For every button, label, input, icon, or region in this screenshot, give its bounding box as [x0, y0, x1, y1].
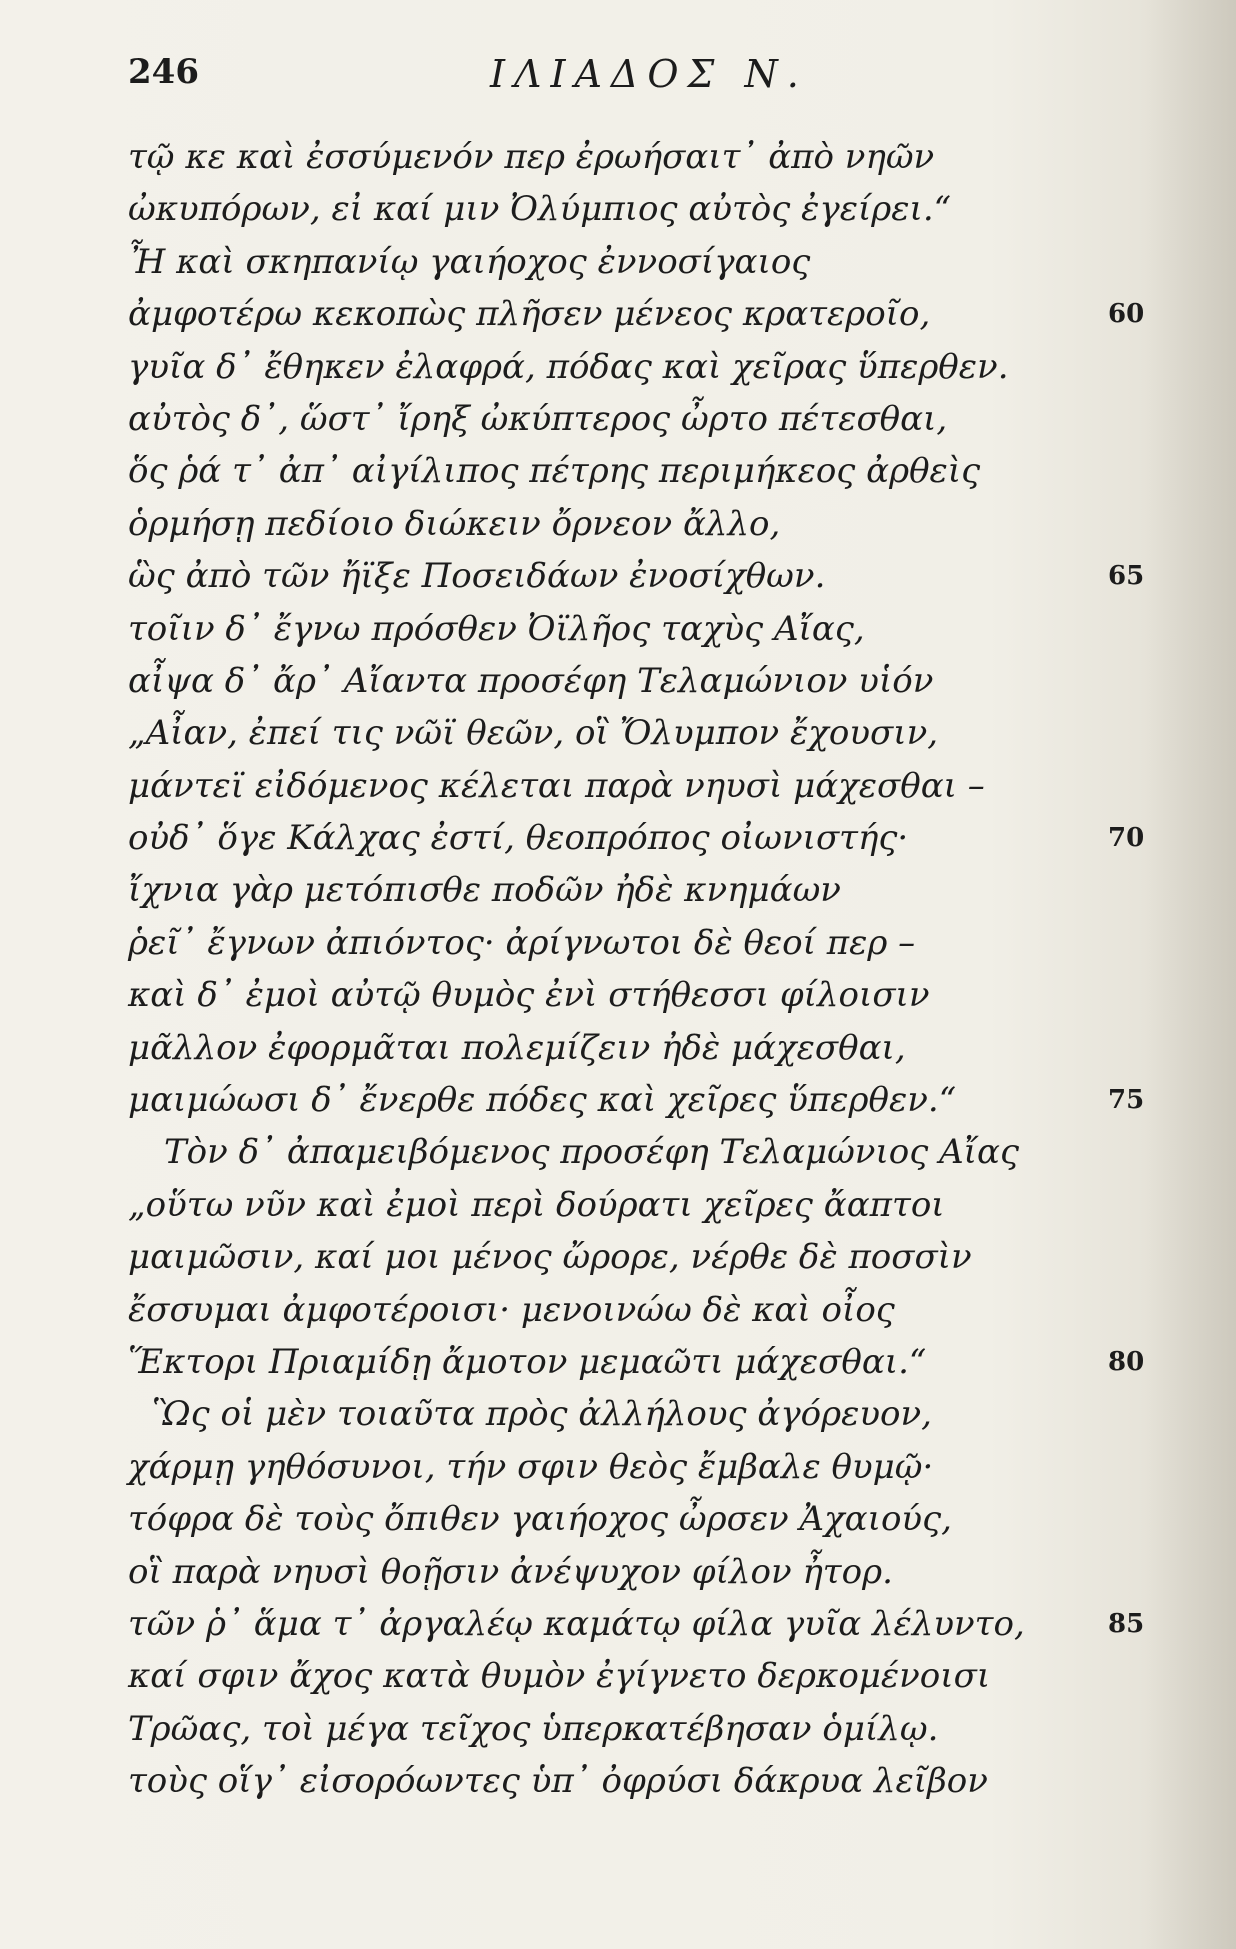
verse-text: γυῖα δ᾽ ἔθηκεν ἐλαφρά, πόδας καὶ χεῖρας ὕπερθεν.: [128, 346, 1009, 387]
verse-line: [128, 341, 1128, 393]
verse-text: αἶψα δ᾽ ἄρ᾽ Αἴαντα προσέφη Τελαμώνιον υἱόν: [128, 660, 934, 701]
verse-block: [128, 131, 1145, 1808]
verse-line: [128, 1074, 1145, 1126]
verse-text: ἴχνια γὰρ μετόπισθε ποδῶν ἠδὲ κνημάων: [128, 870, 841, 911]
verse-line: [128, 445, 1128, 497]
verse-text: ὣς ἀπὸ τῶν ἤϊξε Ποσειδάων ἐνοσίχθων.: [128, 556, 826, 597]
verse-line: [128, 550, 1145, 602]
line-number: 80: [1108, 1346, 1145, 1377]
verse-text: Ἦ καὶ σκηπανίῳ γαιήοχος ἐννοσίγαιος: [128, 241, 811, 282]
verse-line: [128, 864, 1128, 916]
verse-text: οἳ παρὰ νηυσὶ θοῇσιν ἀνέψυχον φίλον ἦτορ.: [128, 1551, 893, 1592]
page-header: [128, 52, 1028, 112]
verse-text: ἀμφοτέρω κεκοπὼς πλῆσεν μένεος κρατεροῖο,: [128, 294, 931, 335]
verse-line: [128, 1284, 1128, 1336]
verse-line: [128, 1231, 1128, 1283]
line-number: 75: [1108, 1085, 1145, 1116]
page-gutter-shadow: [1146, 0, 1236, 1949]
verse-text: μαιμώωσι δ᾽ ἔνερθε πόδες καὶ χεῖρες ὕπερθεν.“: [128, 1080, 957, 1121]
verse-line: [128, 183, 1128, 235]
verse-line: [128, 1546, 1128, 1598]
verse-line: [128, 812, 1145, 864]
verse-text: Τὸν δ᾽ ἀπαμειβόμενος προσέφη Τελαμώνιος Αἴας: [164, 1132, 1019, 1173]
verse-line: [128, 1493, 1128, 1545]
verse-text: „οὕτω νῦν καὶ ἐμοὶ περὶ δούρατι χεῖρες ἄαπτοι: [128, 1184, 945, 1225]
page-number: 246: [128, 52, 199, 92]
verse-line: [128, 707, 1128, 759]
verse-text: αὐτὸς δ᾽, ὥστ᾽ ἴρηξ ὠκύπτερος ὦρτο πέτεσθαι,: [128, 398, 948, 439]
verse-text: ὁρμήσῃ πεδίοιο διώκειν ὄρνεον ἄλλο,: [128, 503, 781, 544]
verse-text: τῶν ῥ᾽ ἅμα τ᾽ ἀργαλέῳ καμάτῳ φίλα γυῖα λέλυντο,: [128, 1603, 1025, 1644]
verse-text: τοῖιν δ᾽ ἔγνω πρόσθεν Ὀϊλῆος ταχὺς Αἴας,: [128, 608, 865, 649]
verse-text: Τρῶας, τοὶ μέγα τεῖχος ὑπερκατέβησαν ὁμίλῳ.: [128, 1708, 939, 1749]
verse-line: [128, 1755, 1128, 1807]
verse-line: [128, 1336, 1145, 1388]
verse-text: τῷ κε καὶ ἐσσύμενόν περ ἐρωήσαιτ᾽ ἀπὸ νηῶν: [128, 137, 935, 177]
verse-line: [128, 1388, 1128, 1440]
verse-line: [128, 760, 1128, 812]
verse-text: καὶ δ᾽ ἐμοὶ αὐτῷ θυμὸς ἐνὶ στήθεσσι φίλοισιν: [128, 975, 930, 1016]
verse-text: Ἕκτορι Πριαμίδῃ ἄμοτον μεμαῶτι μάχεσθαι.“: [128, 1341, 927, 1382]
verse-text: ῥεῖ᾽ ἔγνων ἀπιόντος· ἀρίγνωτοι δὲ θεοί περ –: [128, 922, 916, 963]
verse-text: μαιμῶσιν, καί μοι μένος ὤρορε, νέρθε δὲ ποσσὶν: [128, 1237, 972, 1278]
running-title: ΙΛΙΑΔΟΣ Ν.: [490, 52, 808, 96]
verse-text: ὠκυπόρων, εἰ καί μιν Ὀλύμπιος αὐτὸς ἐγείρει.“: [128, 189, 952, 230]
line-number: 70: [1108, 823, 1145, 854]
verse-text: Ὣς οἱ μὲν τοιαῦτα πρὸς ἀλλήλους ἀγόρευον,: [152, 1394, 932, 1435]
verse-text: μᾶλλον ἐφορμᾶται πολεμίζειν ἠδὲ μάχεσθαι,: [128, 1027, 906, 1068]
line-number: 60: [1108, 299, 1145, 330]
verse-line: [128, 131, 1128, 183]
verse-line: [128, 1441, 1128, 1493]
verse-line: [128, 498, 1128, 550]
line-number: 85: [1108, 1608, 1145, 1639]
verse-text: „Αἶαν, ἐπεί τις νῶϊ θεῶν, οἳ Ὄλυμπον ἔχουσιν,: [128, 713, 939, 754]
verse-line: [128, 969, 1128, 1021]
verse-line: [128, 1703, 1128, 1755]
verse-line: [128, 655, 1128, 707]
verse-line: [128, 603, 1128, 655]
verse-line: [128, 1022, 1128, 1074]
verse-text: τόφρα δὲ τοὺς ὄπιθεν γαιήοχος ὦρσεν Ἀχαιούς,: [128, 1499, 952, 1540]
verse-text: ὅς ῥά τ᾽ ἀπ᾽ αἰγίλιπος πέτρης περιμήκεος ἀρθεὶς: [128, 451, 981, 492]
verse-line: [128, 1126, 1128, 1178]
verse-line: [128, 393, 1128, 445]
verse-text: καί σφιν ἄχος κατὰ θυμὸν ἐγίγνετο δερκομένοισι: [128, 1656, 991, 1697]
verse-line: [128, 1179, 1128, 1231]
verse-line: [128, 236, 1128, 288]
verse-text: χάρμῃ γηθόσυνοι, τήν σφιν θεὸς ἔμβαλε θυμῷ·: [128, 1446, 934, 1487]
verse-line: [128, 1598, 1145, 1650]
verse-text: οὐδ᾽ ὅγε Κάλχας ἐστί, θεοπρόπος οἰωνιστής·: [128, 818, 909, 859]
verse-line: [128, 917, 1128, 969]
verse-text: τοὺς οἵγ᾽ εἰσορόωντες ὑπ᾽ ὀφρύσι δάκρυα λεῖβον: [128, 1761, 988, 1802]
verse-line: [128, 1650, 1128, 1702]
line-number: 65: [1108, 561, 1145, 592]
verse-line: [128, 288, 1145, 340]
verse-text: ἔσσυμαι ἀμφοτέροισι· μενοινώω δὲ καὶ οἶος: [128, 1289, 895, 1330]
verse-text: μάντεϊ εἰδόμενος κέλεται παρὰ νηυσὶ μάχεσθαι –: [128, 765, 985, 806]
